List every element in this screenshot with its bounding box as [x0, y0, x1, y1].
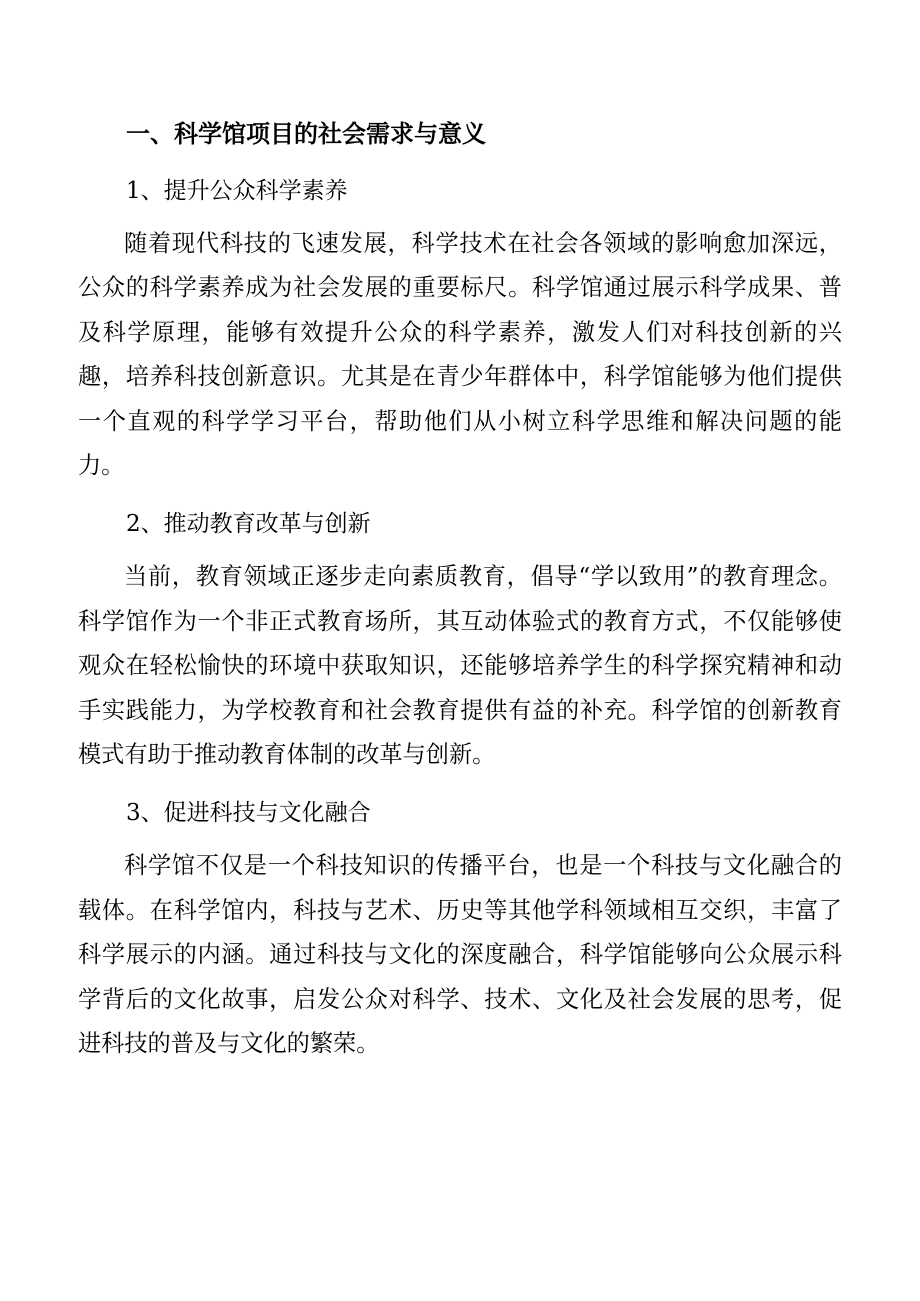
paragraph-3: 科学馆不仅是一个科技知识的传播平台，也是一个科技与文化融合的载体。在科学馆内，科技与艺术、历史等其他学科领域相互交织，丰富了科学展示的内涵。通过科技与文化的深度融合，科学馆能够向公众展示科学背后的文化故事，启发公众对科学、技术、文化及社会发展的思考，促进科技的普及与文化的繁荣。	[78, 852, 842, 1058]
paragraph-2: 当前，教育领域正逐步走向素质教育，倡导“学以致用”的教育理念。科学馆作为一个非正式教育场所，其互动体验式的教育方式，不仅能够使观众在轻松愉快的环境中获取知识，还能够培养学生的科学探究精神和动手实践能力，为学校教育和社会教育提供有益的补充。科学馆的创新教育模式有助于推动教育体制的改革与创新。	[78, 563, 842, 769]
paragraph-1: 随着现代科技的飞速发展，科学技术在社会各领域的影响愈加深远，公众的科学素养成为社会发展的重要标尺。科学馆通过展示科学成果、普及科学原理，能够有效提升公众的科学素养，激发人们对科技创新的兴趣，培养科技创新意识。尤其是在青少年群体中，科学馆能够为他们提供一个直观的科学学习平台，帮助他们从小树立科学思维和解决问题的能力。	[78, 230, 842, 480]
subsection-heading-2: 2、推动教育改革与创新	[126, 511, 371, 538]
subsection-heading-1: 1、提升公众科学素养	[126, 178, 348, 204]
section-heading: 一、科学馆项目的社会需求与意义	[126, 119, 486, 148]
subsection-heading-3: 3、促进科技与文化融合	[126, 800, 371, 827]
document-page	[78, 108, 842, 1077]
